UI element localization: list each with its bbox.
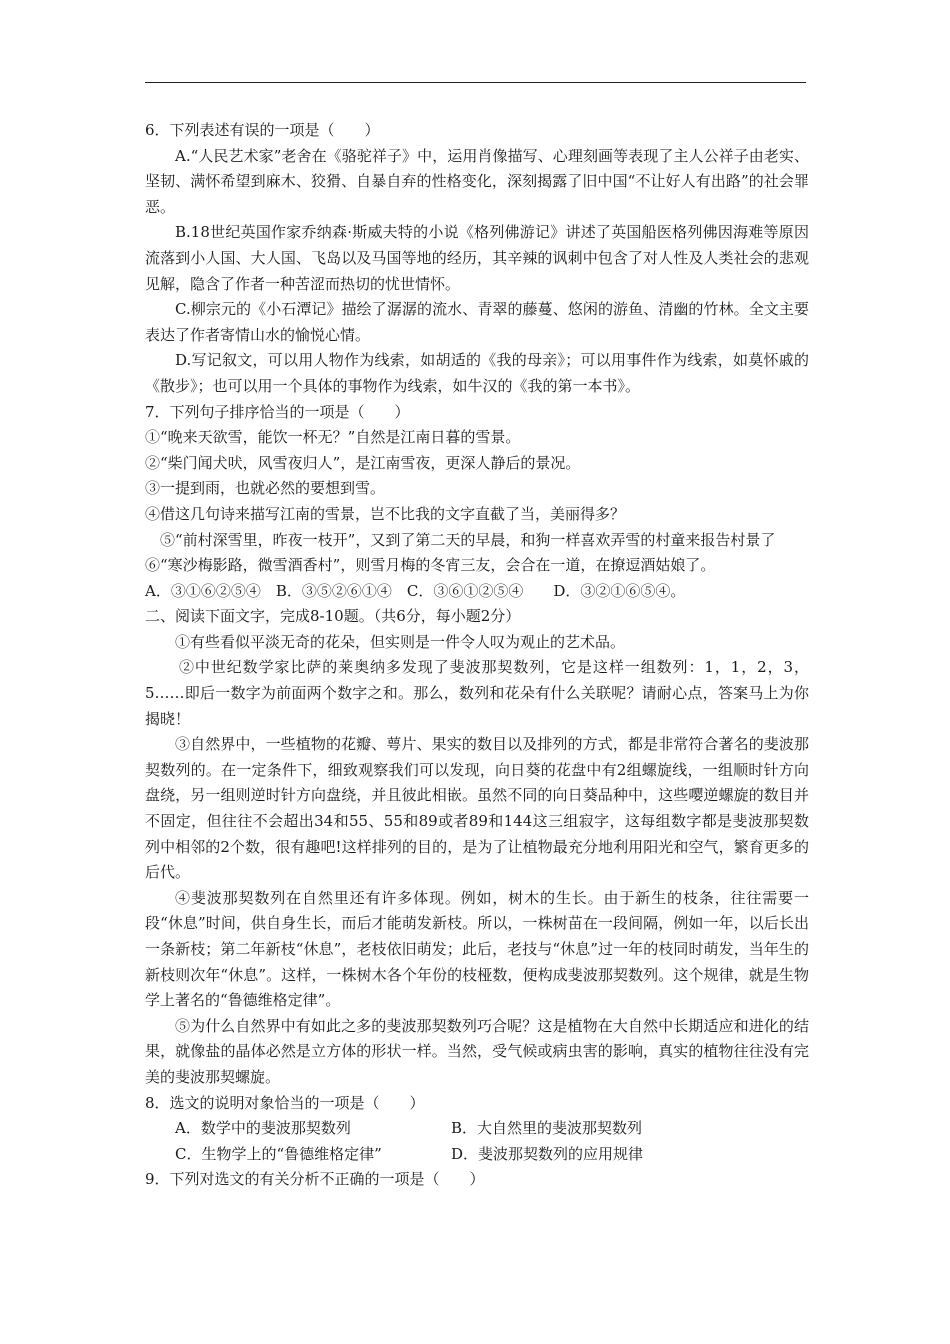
question-6-option-d: D.写记叙文，可以用人物作为线索，如胡适的《我的母亲》；可以用事件作为线索，如莫怀戚的《散步》；也可以用一个具体的事物作为线索，如牛汉的《我的第一本书》。 xyxy=(145,351,809,395)
question-8-option-c: C．生物学上的“鲁德维格定律” xyxy=(175,1144,382,1163)
question-7-sentence-5: ⑤“前村深雪里，昨夜一枝开”，又到了第二天的早晨，和狗一样喜欢弄雪的村童来报告村景了 xyxy=(160,530,776,549)
question-8-option-d: D．斐波那契数列的应用规律 xyxy=(451,1144,644,1163)
question-7-sentence-6: ⑥“寒沙梅影路，微雪酒香村”，则雪月梅的冬宵三友，会合在一道，在撩逗酒姑娘了。 xyxy=(145,556,716,575)
question-7-sentence-1: ①“晚来天欲雪，能饮一杯无？”自然是江南日暮的雪景。 xyxy=(145,428,521,447)
passage-paragraph-1: ①有些看似平淡无奇的花朵，但实则是一件令人叹为观止的艺术品。 xyxy=(175,632,626,651)
question-7-options: A．③①⑥②⑤④ B．③⑤②⑥①④ C．③⑥①②⑤④ D．③②①⑥⑤④。 xyxy=(145,581,686,600)
question-6-stem: 6．下列表述有误的一项是（ ） xyxy=(145,121,380,139)
question-7-stem: 7．下列句子排序恰当的一项是（ ） xyxy=(145,402,410,421)
question-6-option-b: B.18世纪英国作家乔纳森·斯威夫特的小说《格列佛游记》讲述了英国船医格列佛因海难等原因流落到小人国、大人国、飞岛以及马国等地的经历，其辛辣的讽刺中包含了对人性及人类社会的悲观见解，隐含了作者一种苦涩而热切的忧世情怀。 xyxy=(145,223,809,293)
question-6-option-a: A.“人民艺术家”老舍在《骆驼祥子》中，运用肖像描写、心理刻画等表现了主人公祥子由老实、坚韧、满怀希望到麻木、狡猾、自暴自弃的性格变化，深刻揭露了旧中国“不让好人有出路”的社会罪恶。 xyxy=(145,146,809,216)
question-6-option-c: C.柳宗元的《小石潭记》描绘了潺潺的流水、青翠的藤蔓、悠闲的游鱼、清幽的竹林。全文主要表达了作者寄情山水的愉悦心情。 xyxy=(145,300,809,344)
question-8-options-row-1 xyxy=(145,1116,809,1142)
section-2-heading: 二、阅读下面文字，完成8-10题。（共6分，每小题2分） xyxy=(145,607,521,626)
question-8-option-a: A．数学中的斐波那契数列 xyxy=(175,1119,351,1138)
question-8-option-b: B．大自然里的斐波那契数列 xyxy=(451,1119,643,1138)
document-body xyxy=(145,118,809,1193)
passage-paragraph-4: ④斐波那契数列在自然里还有许多体现。例如，树木的生长。由于新生的枝条，往往需要一段“休息”时间，供自身生长，而后才能萌发新枝。所以，一株树苗在一段间隔，例如一年，以后长出一条新枝；第二年新枝“休息”，老枝依旧萌发；此后，老技与“休息”过一年的枝同时萌发，当年生的新枝则次年“休息”。这样，一株树木各个年份的枝桠数，便构成斐波那契数列。这个规律，就是生物学上著名的“鲁德维格定律”。 xyxy=(145,888,809,1010)
passage-paragraph-5: ⑤为什么自然界中有如此之多的斐波那契数列巧合呢？这是植物在大自然中长期适应和进化的结果，就像盐的晶体必然是立方体的形状一样。当然，受气候或病虫害的影响，真实的植物往往没有完美的斐波那契螺旋。 xyxy=(145,1016,809,1086)
passage-paragraph-3: ③自然界中，一些植物的花瓣、萼片、果实的数目以及排列的方式，都是非常符合著名的斐波那契数列的。在一定条件下，细致观察我们可以发现，向日葵的花盘中有2组螺旋线，一组顺时针方向盘绕，另一组则逆时针方向盘绕，并且彼此相嵌。虽然不同的向日葵品种中，这些嘤逆螺旋的数目并不固定，但往往不会超出34和55、55和89或者89和144这三组寂字，这每组数字都是斐波那契数列中相邻的2个数，很有趣吧!这样排列的目的，是为了让植物最充分地利用阳光和空气，繁育更多的后代。 xyxy=(145,735,809,882)
header-rule xyxy=(145,82,806,83)
question-7-sentence-2: ②“柴门闻犬吠，风雪夜归人”，是江南雪夜，更深人静后的景况。 xyxy=(145,453,581,472)
question-9-stem: 9．下列对选文的有关分析不正确的一项是（ ） xyxy=(145,1170,485,1189)
question-7-sentence-3: ③一提到雨，也就必然的要想到雪。 xyxy=(145,479,386,498)
question-8-stem: 8．选文的说明对象恰当的一项是（ ） xyxy=(145,1093,425,1112)
question-7-sentence-4: ④借这几句诗来描写江南的雪景，岂不比我的文字直截了当，美丽得多？ xyxy=(145,504,626,523)
passage-paragraph-2: ②中世纪数学家比萨的莱奥纳多发现了斐波那契数列，它是这样一组数列：1，1，2，3，5……即后一数字为前面两个数字之和。那么，数列和花朵有什么关联呢？请耐心点，答案马上为你揭晓！ xyxy=(145,658,809,728)
question-8-options-row-2 xyxy=(145,1142,809,1168)
